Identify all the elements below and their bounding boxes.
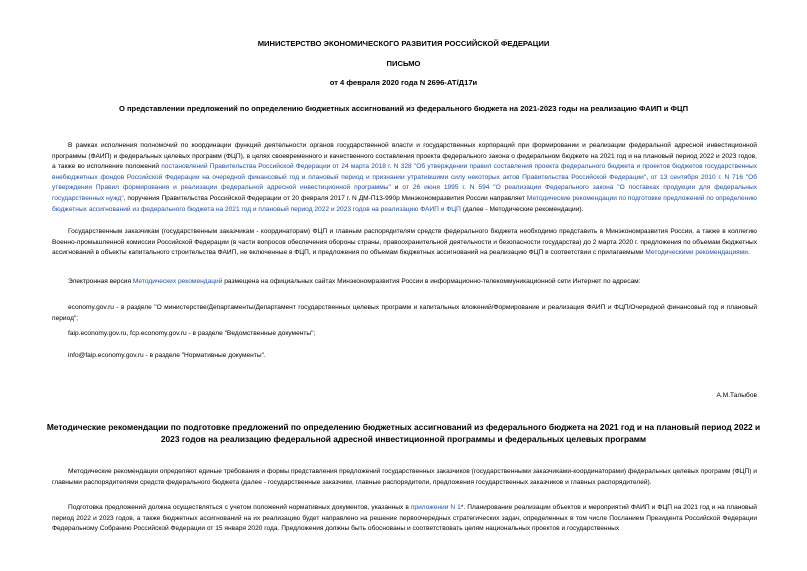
link-resolution-594[interactable]: от 26 июня 1995 г. N 594 "О реализации Федерального закона "О поставках продукции для федеральных государственных нужд" xyxy=(52,184,757,202)
paragraph-text: и xyxy=(390,184,403,192)
annex-paragraph-1: Методические рекомендации определяют единые требования и формы представления предложений государственных заказчиков (государственными заказчиками-координаторами) федеральных целевых программ (ФЦП) и главными распорядителями средств федерального бюджета (далее - государственные заказчики, главные распорядители, предложения государственных заказчиков и главных распорядителей). xyxy=(52,468,757,486)
paragraph-text: размещена на официальных сайтах Минэкономразвития России в информационно-телекоммуникационной сети Интернет по адресам: xyxy=(222,278,641,285)
paragraph-text: , xyxy=(646,173,651,181)
link-methodical-recommendations-2[interactable]: Методическими рекомендациями xyxy=(645,249,748,257)
document-date-number: от 4 февраля 2020 года N 2696-АТ/Д17и xyxy=(329,78,478,87)
link-appendix-1[interactable]: приложении N 1 xyxy=(410,504,461,511)
paragraph-electronic-version xyxy=(52,277,757,288)
ministry-heading: МИНИСТЕРСТВО ЭКОНОМИЧЕСКОГО РАЗВИТИЯ РОССИЙСКОЙ ФЕДЕРАЦИИ xyxy=(257,39,550,48)
link-resolution-716[interactable]: от 13 сентября 2010 г. N 716 "Об утверждении Правил формирования и реализации федеральной адресной инвестиционной программы" xyxy=(52,173,758,192)
paragraph-text: В рамках исполнения полномочий по координации функций деятельности органов государственной власти и государственных корпораций при формировании и реализации федеральной адресной инвестиционной программы (ФАИП) и федеральных целевых программ (ФЦП), в целях своевременного и качественного составления проекта федерального закона о федеральном бюджете на 2021 год и на плановый период 2022 и 2023 годов, а также во исполнение положений xyxy=(52,142,757,171)
link-methodical-recommendations[interactable]: Методические рекомендации по подготовке предложений по определению бюджетных ассигнований из федерального бюджета на 2021 год и плановый период 2022 и 2023 годов на реализацию ФАИП и ФЦП xyxy=(52,194,757,213)
paragraph-text: . xyxy=(747,249,750,257)
paragraph-intro xyxy=(52,141,757,215)
paragraph-text: *. Планирование реализации объектов и мероприятий ФАИП и ФЦП на 2021 год и на плановый период 2022 и 2023 годов, а также бюджетных ассигнований на их реализацию будет направлено на решение первоочередных стратегических задач, определенных в том числе Посланием Президента Российской Федерации Федеральному Собранию Российской Федерации от 15 января 2020 года. Предложения должны быть обоснованы и соответствовать целям национальных проектов и государственных xyxy=(52,504,757,533)
link-resolution-328[interactable]: постановлений Правительства Российской Федерации от 24 марта 2018 г. N 328 "Об утверждении правил составления проекта федерального бюджета и проектов бюджетов государственных внебюджетных фондов Российской Федерации на очередной финансовый год и плановый период и признании утратившими силу некоторых актов Правительства Российской Федерации" xyxy=(52,163,757,181)
letter-subject: О представлении предложений по определению бюджетных ассигнований из федерального бюджета на 2021-2023 годы на реализацию ФАИП и ФЦП xyxy=(118,104,689,113)
annex-paragraph-2 xyxy=(52,503,757,535)
paragraph-text: , поручения Правительства Российской Федерации от 20 февраля 2017 г. N ДМ-П13-990р Минэкономразвития России направляет xyxy=(123,194,527,202)
document-type: ПИСЬМО xyxy=(386,59,421,68)
address-faip-fcp: faip.economy.gov.ru, fcp.economy.gov.ru - в разделе "Ведомственные документы"; xyxy=(68,330,316,337)
address-economy: economy.gov.ru - в разделе "О министерстве/Департаменты/Департамент государственных целевых программ и капитальных вложений/Формирование и реализация ФАИП и ФЦП/Очередной финансовый год и плановый период"; xyxy=(52,304,757,322)
paragraph-text: Государственным заказчикам (государственным заказчикам - координаторам) ФЦП и главным распорядителям средств федерального бюджета необходимо представить в Минэкономразвития России, а также в коллегию Военно-промышленной комиссии Российской Федерации (в части вопросов обеспечения обороны страны, правоохранительной деятельности и безопасности государства) до 2 марта 2020 г. предложения по объемам бюджетных ассигнований в объекты капитального строительства ФАИП, не включенные в ФЦП, и предложения по объемам бюджетных ассигнований на реализацию ФЦП в соответствии с прилагаемыми xyxy=(52,228,757,257)
annex-title: Методические рекомендации по подготовке предложений по определению бюджетных ассигнований из федерального бюджета на 2021 год и на плановый период 2022 и 2023 годов на реализацию федеральной адресной инвестиционной программы и федеральных целевых программ xyxy=(46,422,761,444)
paragraph-text: Электронная версия xyxy=(68,278,133,285)
signature: А.М.Талыбов xyxy=(716,392,757,399)
paragraph-text: Подготовка предложений должна осуществляться с учетом положений нормативных документов, указанных в xyxy=(68,504,411,511)
link-methodical-recommendations-3[interactable]: Методических рекомендаций xyxy=(132,278,223,285)
paragraph-text: (далее - Методические рекомендации). xyxy=(460,205,584,213)
address-info: info@faip.economy.gov.ru - в разделе "Нормативные документы". xyxy=(68,352,266,359)
paragraph-customers xyxy=(52,227,757,259)
